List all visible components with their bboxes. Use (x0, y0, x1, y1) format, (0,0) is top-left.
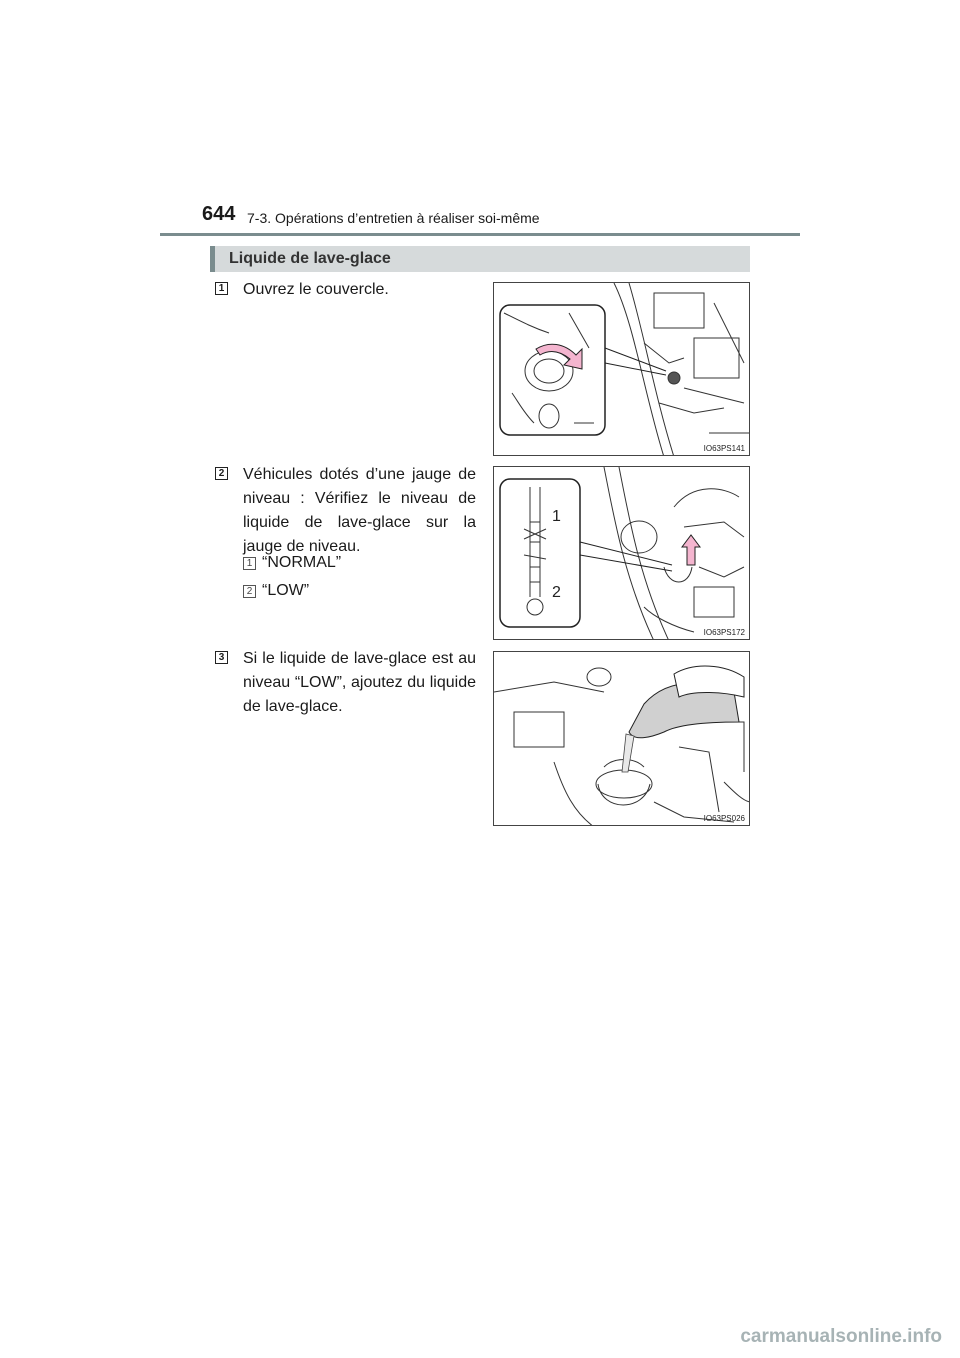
step-text-1: Ouvrez le couvercle. (243, 281, 389, 298)
watermark: carmanualsonline.info (740, 1326, 942, 1347)
section-bar (210, 246, 750, 272)
figure-code: IO63PS172 (703, 628, 745, 637)
chapter-title: 7-3. Opérations d’entretien à réaliser soi-même (247, 210, 540, 226)
callout-1: 1 (552, 508, 561, 525)
figure-code: IO63PS026 (703, 814, 745, 823)
step-number-1: 1 (215, 282, 228, 295)
step-number-2: 2 (215, 467, 228, 480)
figure-3 (493, 651, 750, 826)
item-number-2: 2 (243, 585, 256, 598)
step-number-3: 3 (215, 651, 228, 664)
callout-2: 2 (552, 584, 561, 601)
figure-1 (493, 282, 750, 456)
item-number-1: 1 (243, 557, 256, 570)
item-text-normal: “NORMAL” (262, 554, 342, 571)
level-gauge-illustration (494, 467, 750, 640)
page-number: 644 (202, 203, 236, 225)
header-rule (160, 233, 800, 236)
step-text-2: Véhicules dotés d’une jauge de niveau : Vérifiez le niveau de liquide de lave-glace sur la jauge de niveau. (243, 466, 476, 555)
refill-washer-fluid-illustration (494, 652, 750, 826)
section-title: Liquide de lave-glace (229, 250, 391, 267)
engine-reservoir-cap-illustration (494, 283, 750, 456)
figure-2 (493, 466, 750, 640)
step-text-3: Si le liquide de lave-glace est au niveau “LOW”, ajoutez du liquide de lave-glace. (243, 650, 476, 715)
item-text-low: “LOW” (262, 582, 310, 599)
figure-code: IO63PS141 (703, 444, 745, 453)
